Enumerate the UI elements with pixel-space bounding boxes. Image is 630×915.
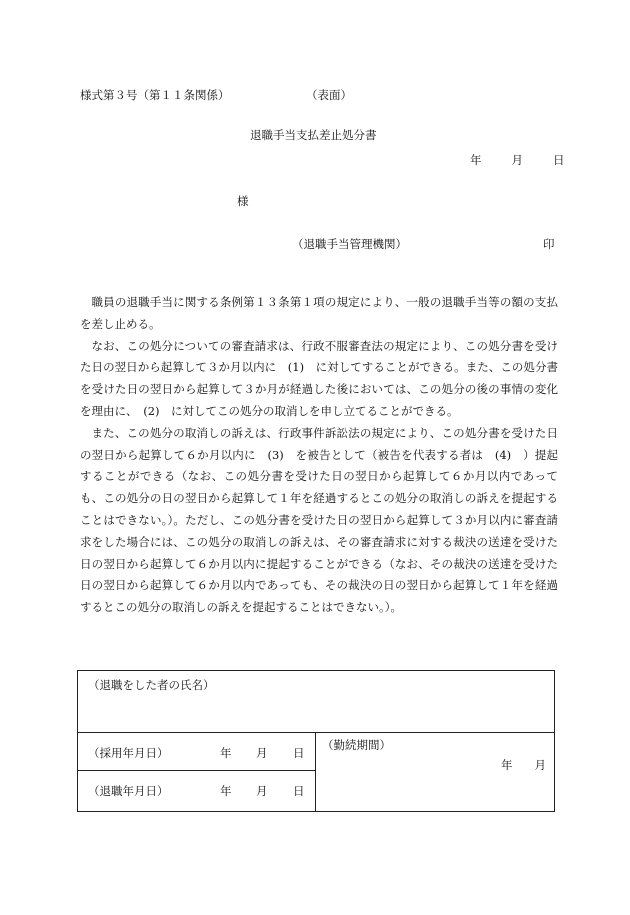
form-number: 様式第３号（第１１条関係） xyxy=(80,88,230,102)
service-period-units xyxy=(501,757,546,773)
service-years: 年 xyxy=(501,758,513,772)
hire-date-label: （採用年月日） xyxy=(88,746,169,760)
hire-date-cell xyxy=(78,733,316,771)
service-period-cell xyxy=(316,733,554,811)
service-period-label: （勤続期間） xyxy=(322,738,391,752)
retire-year: 年 xyxy=(220,784,232,798)
addressee-suffix: 様 xyxy=(237,194,249,208)
retire-day: 日 xyxy=(293,784,305,798)
retire-date-label: （退職年月日） xyxy=(88,784,169,798)
hire-year: 年 xyxy=(220,746,232,760)
issuer-agency: （退職手当管理機関） xyxy=(292,237,407,251)
seal-mark: 印 xyxy=(543,237,555,251)
document-title: 退職手当支払差止処分書 xyxy=(250,128,377,142)
date-day: 日 xyxy=(553,153,565,167)
name-label: （退職をした者の氏名） xyxy=(88,678,215,692)
name-cell xyxy=(78,671,554,733)
paragraph-3: また、この処分の取消しの訴えは、行政事件訴訟法の規定により、この処分書を受けた日の翌日から起算して６か月以内に (3) を被告として（被告を代表する者は (4) ）提起することができる（なお、この処分書を受けた日の翌日から起算して６か月以内であっても、この処分の日の翌日から起算して１年を経過するとこの処分の取消しの訴えを提起することはできない。）。ただし、この処分書を受けた日の翌日から起算して３か月以内に審査請求をした場合には、この処分の取消しの訴えは、その審査請求に対する裁決の送達を受けた日の翌日から起算して６か月以内に提起することができる（なお、その裁決の送達を受けた日の翌日から起算して６か月以内であっても、その裁決の日の翌日から起算して１年を経過するとこの処分の取消しの訴えを提起することはできない。）。 xyxy=(80,425,558,615)
paragraph-2: なお、この処分についての審査請求は、行政不服審査法の規定により、この処分書を受けた日の翌日から起算して３か月以内に (1) に対してすることができる。また、この処分書を受けた日の翌日から起算して３か月が経過した後においては、この処分の後の事情の変化を理由に、 (2) に対してこの処分の取消しを申し立てることができる。 xyxy=(80,338,558,418)
retire-date-cell xyxy=(78,771,316,811)
paragraph-1: 職員の退職手当に関する条例第１３条第１項の規定により、一般の退職手当等の額の支払を差し止める。 xyxy=(80,295,558,331)
date-year: 年 xyxy=(470,153,482,167)
body-text xyxy=(80,292,558,619)
retire-month: 月 xyxy=(256,784,268,798)
service-months: 月 xyxy=(534,758,546,772)
hire-month: 月 xyxy=(256,746,268,760)
issue-date xyxy=(470,152,565,168)
hire-day: 日 xyxy=(293,746,305,760)
date-month: 月 xyxy=(511,153,523,167)
employee-info-table xyxy=(77,670,555,812)
side-label: （表面） xyxy=(306,88,352,102)
